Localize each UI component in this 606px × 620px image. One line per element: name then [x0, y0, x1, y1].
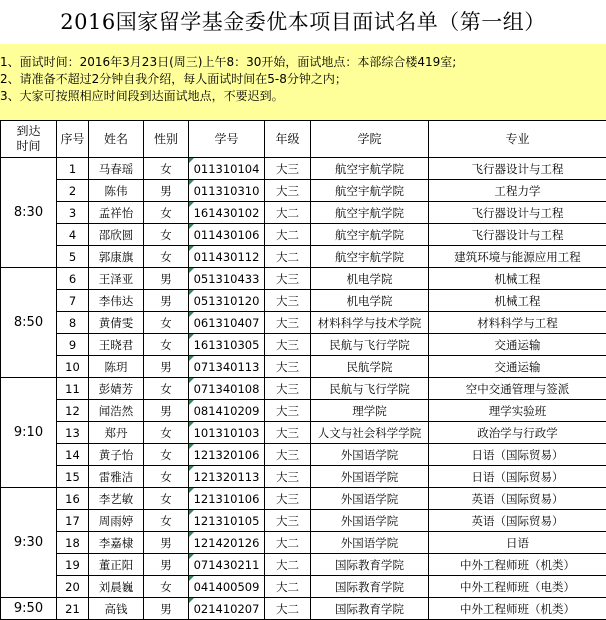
table-row	[1, 466, 606, 488]
seq-cell: 5	[57, 246, 89, 268]
gender-cell: 女	[144, 466, 189, 488]
name-cell: 陈伟	[89, 180, 144, 202]
gender-cell: 男	[144, 180, 189, 202]
name-cell: 李艺敏	[89, 488, 144, 510]
major-cell: 英语（国际贸易）	[429, 510, 606, 532]
gender-cell: 男	[144, 290, 189, 312]
student-id-cell: 051310120	[189, 290, 265, 312]
school-cell: 航空宇航学院	[311, 246, 429, 268]
table-row	[1, 158, 606, 180]
major-cell: 交通运输	[429, 356, 606, 378]
seq-cell: 20	[57, 576, 89, 598]
grade-cell: 大三	[265, 290, 311, 312]
grade-cell: 大三	[265, 334, 311, 356]
major-cell: 理学实验班	[429, 400, 606, 422]
student-id-cell: 161430102	[189, 202, 265, 224]
seq-cell: 12	[57, 400, 89, 422]
grade-cell: 大三	[265, 158, 311, 180]
table-row	[1, 224, 606, 246]
table-row	[1, 598, 606, 620]
table-row	[1, 488, 606, 510]
gender-cell: 男	[144, 554, 189, 576]
interview-table	[0, 120, 606, 620]
student-id-cell: 121320113	[189, 466, 265, 488]
school-cell: 航空宇航学院	[311, 158, 429, 180]
student-id-cell: 071340108	[189, 378, 265, 400]
school-cell: 民航与飞行学院	[311, 378, 429, 400]
school-cell: 材料科学与技术学院	[311, 312, 429, 334]
seq-cell: 18	[57, 532, 89, 554]
grade-cell: 大三	[265, 488, 311, 510]
gender-cell: 女	[144, 378, 189, 400]
gender-cell: 男	[144, 400, 189, 422]
notice-line-1: 1、面试时间：2016年3月23日(周三)上午8：30开始，面试地点：本部综合楼419室;	[0, 54, 606, 71]
arrival-time-cell: 9:50	[1, 598, 57, 620]
grade-cell: 大二	[265, 598, 311, 620]
gender-cell: 女	[144, 312, 189, 334]
header-student-id: 学号	[189, 121, 265, 158]
grade-cell: 大三	[265, 510, 311, 532]
seq-cell: 4	[57, 224, 89, 246]
table-row	[1, 202, 606, 224]
arrival-time-cell: 9:10	[1, 378, 57, 488]
name-cell: 刘晨巍	[89, 576, 144, 598]
student-id-cell: 121420126	[189, 532, 265, 554]
gender-cell: 女	[144, 422, 189, 444]
school-cell: 航空宇航学院	[311, 202, 429, 224]
seq-cell: 19	[57, 554, 89, 576]
header-school: 学院	[311, 121, 429, 158]
school-cell: 航空宇航学院	[311, 180, 429, 202]
gender-cell: 男	[144, 598, 189, 620]
gender-cell: 女	[144, 488, 189, 510]
school-cell: 外国语学院	[311, 444, 429, 466]
header-arrival-time: 到达 时间	[1, 121, 57, 158]
seq-cell: 11	[57, 378, 89, 400]
seq-cell: 14	[57, 444, 89, 466]
school-cell: 民航与飞行学院	[311, 334, 429, 356]
arrival-time-cell: 8:50	[1, 268, 57, 378]
name-cell: 董正阳	[89, 554, 144, 576]
header-name: 姓名	[89, 121, 144, 158]
grade-cell: 大二	[265, 202, 311, 224]
major-cell: 中外工程师班（机类）	[429, 598, 606, 620]
school-cell: 国际教育学院	[311, 598, 429, 620]
student-id-cell: 121310106	[189, 488, 265, 510]
gender-cell: 女	[144, 576, 189, 598]
student-id-cell: 071340113	[189, 356, 265, 378]
school-cell: 理学院	[311, 400, 429, 422]
table-row	[1, 356, 606, 378]
header-grade: 年级	[265, 121, 311, 158]
seq-cell: 15	[57, 466, 89, 488]
major-cell: 空中交通管理与签派	[429, 378, 606, 400]
grade-cell: 大三	[265, 466, 311, 488]
notice-line-3: 3、大家可按照相应时间段到达面试地点，不要迟到。	[0, 88, 606, 105]
header-major: 专业	[429, 121, 606, 158]
name-cell: 闻浩然	[89, 400, 144, 422]
student-id-cell: 041400509	[189, 576, 265, 598]
school-cell: 外国语学院	[311, 510, 429, 532]
gender-cell: 女	[144, 510, 189, 532]
major-cell: 日语	[429, 532, 606, 554]
student-id-cell: 071430211	[189, 554, 265, 576]
seq-cell: 3	[57, 202, 89, 224]
major-cell: 机械工程	[429, 268, 606, 290]
major-cell: 飞行器设计与工程	[429, 158, 606, 180]
name-cell: 马春瑶	[89, 158, 144, 180]
page-title: 2016国家留学基金委优本项目面试名单（第一组）	[0, 0, 606, 44]
major-cell: 中外工程师班（机类）	[429, 554, 606, 576]
gender-cell: 女	[144, 246, 189, 268]
seq-cell: 1	[57, 158, 89, 180]
table-row	[1, 180, 606, 202]
school-cell: 外国语学院	[311, 532, 429, 554]
name-cell: 黄倩雯	[89, 312, 144, 334]
seq-cell: 9	[57, 334, 89, 356]
student-id-cell: 011430112	[189, 246, 265, 268]
seq-cell: 6	[57, 268, 89, 290]
seq-cell: 16	[57, 488, 89, 510]
table-row	[1, 444, 606, 466]
grade-cell: 大三	[265, 400, 311, 422]
major-cell: 英语（国际贸易）	[429, 488, 606, 510]
table-row	[1, 334, 606, 356]
school-cell: 国际教育学院	[311, 576, 429, 598]
name-cell: 孟祥怡	[89, 202, 144, 224]
table-row	[1, 246, 606, 268]
school-cell: 人文与社会科学学院	[311, 422, 429, 444]
table-row	[1, 378, 606, 400]
table-row	[1, 290, 606, 312]
header-row	[1, 121, 606, 158]
major-cell: 交通运输	[429, 334, 606, 356]
arrival-time-cell: 9:30	[1, 488, 57, 598]
grade-cell: 大三	[265, 312, 311, 334]
table-row	[1, 554, 606, 576]
school-cell: 外国语学院	[311, 488, 429, 510]
major-cell: 材料科学与工程	[429, 312, 606, 334]
table-row	[1, 422, 606, 444]
gender-cell: 男	[144, 268, 189, 290]
major-cell: 飞行器设计与工程	[429, 224, 606, 246]
gender-cell: 男	[144, 356, 189, 378]
name-cell: 李伟达	[89, 290, 144, 312]
seq-cell: 13	[57, 422, 89, 444]
school-cell: 国际教育学院	[311, 554, 429, 576]
student-id-cell: 011310310	[189, 180, 265, 202]
table-row	[1, 400, 606, 422]
name-cell: 郭康旗	[89, 246, 144, 268]
student-id-cell: 101310103	[189, 422, 265, 444]
major-cell: 日语（国际贸易）	[429, 444, 606, 466]
student-id-cell: 021410207	[189, 598, 265, 620]
major-cell: 政治学与行政学	[429, 422, 606, 444]
seq-cell: 17	[57, 510, 89, 532]
seq-cell: 8	[57, 312, 89, 334]
student-id-cell: 161310305	[189, 334, 265, 356]
grade-cell: 大二	[265, 224, 311, 246]
gender-cell: 女	[144, 334, 189, 356]
student-id-cell: 121310105	[189, 510, 265, 532]
gender-cell: 女	[144, 202, 189, 224]
name-cell: 黄子怡	[89, 444, 144, 466]
name-cell: 周雨婷	[89, 510, 144, 532]
name-cell: 王晓君	[89, 334, 144, 356]
name-cell: 李嘉棣	[89, 532, 144, 554]
school-cell: 民航学院	[311, 356, 429, 378]
name-cell: 彭婧芳	[89, 378, 144, 400]
name-cell: 雷雅洁	[89, 466, 144, 488]
name-cell: 陈玥	[89, 356, 144, 378]
name-cell: 郑丹	[89, 422, 144, 444]
gender-cell: 女	[144, 444, 189, 466]
arrival-time-cell: 8:30	[1, 158, 57, 268]
school-cell: 外国语学院	[311, 466, 429, 488]
grade-cell: 大三	[265, 180, 311, 202]
table-row	[1, 268, 606, 290]
school-cell: 机电学院	[311, 290, 429, 312]
student-id-cell: 011310104	[189, 158, 265, 180]
name-cell: 高钱	[89, 598, 144, 620]
major-cell: 飞行器设计与工程	[429, 202, 606, 224]
grade-cell: 大二	[265, 532, 311, 554]
student-id-cell: 061310407	[189, 312, 265, 334]
header-gender: 性别	[144, 121, 189, 158]
table-row	[1, 312, 606, 334]
grade-cell: 大三	[265, 444, 311, 466]
grade-cell: 大三	[265, 378, 311, 400]
header-seq: 序号	[57, 121, 89, 158]
notice-line-2: 2、请准备不超过2分钟自我介绍，每人面试时间在5-8分钟之内；	[0, 71, 606, 88]
grade-cell: 大二	[265, 246, 311, 268]
grade-cell: 大三	[265, 356, 311, 378]
notice-box	[0, 44, 606, 120]
name-cell: 王泽亚	[89, 268, 144, 290]
major-cell: 日语（国际贸易）	[429, 466, 606, 488]
gender-cell: 女	[144, 224, 189, 246]
seq-cell: 10	[57, 356, 89, 378]
major-cell: 建筑环境与能源应用工程	[429, 246, 606, 268]
school-cell: 机电学院	[311, 268, 429, 290]
student-id-cell: 051310433	[189, 268, 265, 290]
table-row	[1, 532, 606, 554]
name-cell: 邵欣圆	[89, 224, 144, 246]
seq-cell: 21	[57, 598, 89, 620]
major-cell: 机械工程	[429, 290, 606, 312]
student-id-cell: 011430106	[189, 224, 265, 246]
student-id-cell: 121320106	[189, 444, 265, 466]
seq-cell: 2	[57, 180, 89, 202]
table-row	[1, 510, 606, 532]
grade-cell: 大二	[265, 554, 311, 576]
major-cell: 工程力学	[429, 180, 606, 202]
major-cell: 中外工程师班（电类）	[429, 576, 606, 598]
table-row	[1, 576, 606, 598]
student-id-cell: 081410209	[189, 400, 265, 422]
seq-cell: 7	[57, 290, 89, 312]
school-cell: 航空宇航学院	[311, 224, 429, 246]
gender-cell: 男	[144, 532, 189, 554]
gender-cell: 女	[144, 158, 189, 180]
grade-cell: 大三	[265, 422, 311, 444]
grade-cell: 大三	[265, 268, 311, 290]
table-body	[1, 158, 606, 620]
grade-cell: 大二	[265, 576, 311, 598]
